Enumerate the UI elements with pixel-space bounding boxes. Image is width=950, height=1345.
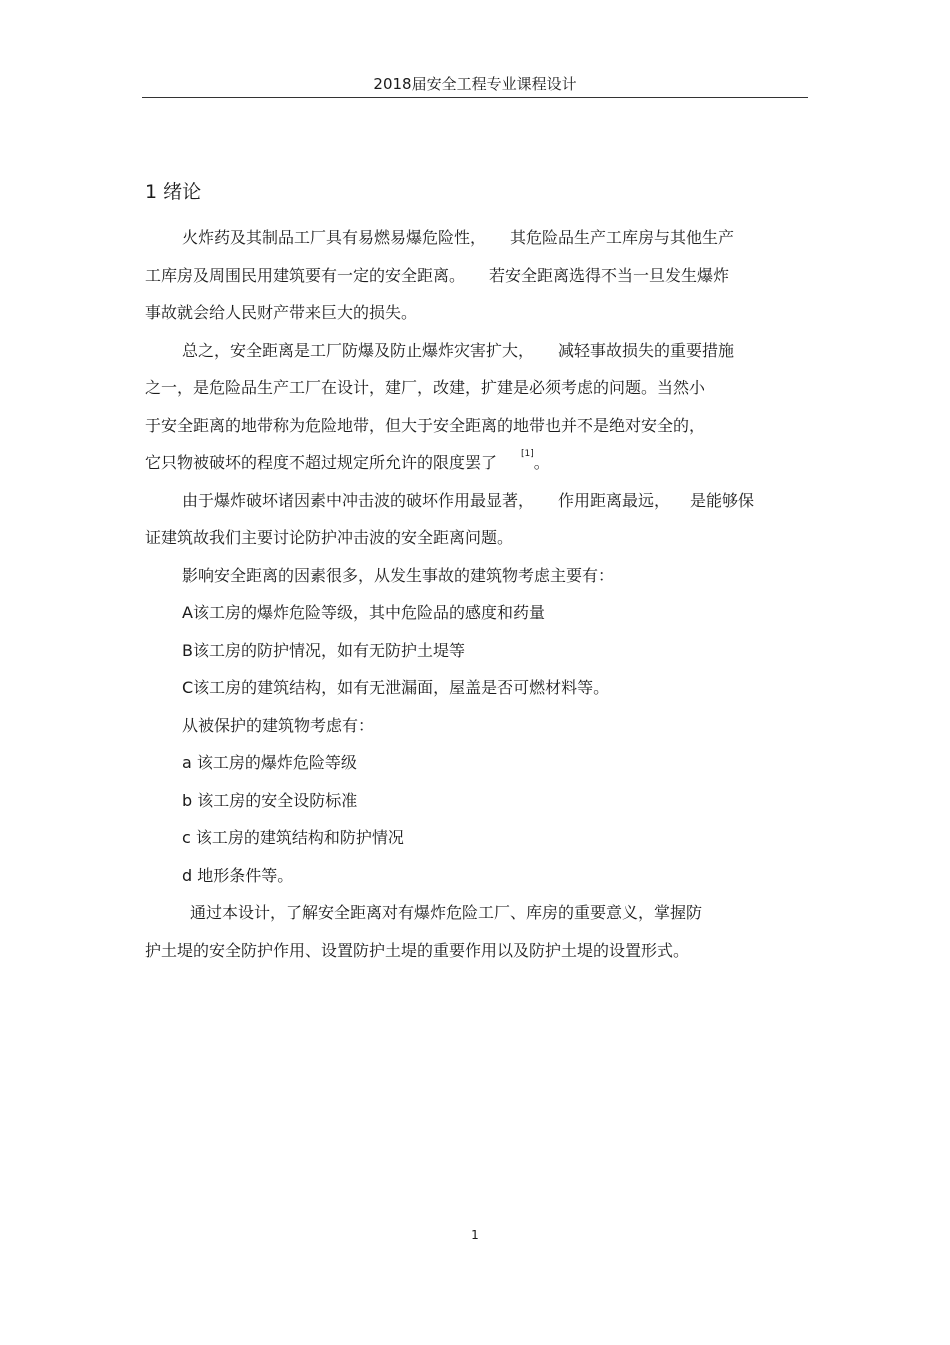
paragraph-line (145, 707, 810, 745)
text-span: a 该工房的爆炸危险等级 (182, 753, 357, 772)
header-divider (142, 97, 808, 98)
text-span: 工库房及周围民用建筑要有一定的安全距离。 (145, 265, 466, 285)
page-number: 1 (471, 1228, 479, 1242)
text-span: 是能够保 (690, 490, 755, 510)
text-span: 。 (533, 453, 550, 472)
paragraph-line (145, 332, 810, 370)
list-item (145, 744, 810, 782)
text-span: B该工房的防护情况，如有无防护土堤等 (182, 640, 465, 660)
paragraph-line (145, 369, 810, 407)
text-span: 事故就会给人民财产带来巨大的损失。 (145, 303, 418, 322)
paragraph-line (145, 482, 810, 520)
list-item (145, 819, 810, 857)
text-span: 通过本设计，了解安全距离对有爆炸危险工厂、库房的重要意义，掌握防 (190, 903, 703, 922)
text-span: 于安全距离的地带称为危险地带，但大于安全距离的地带也并不是绝对安全的， (145, 415, 706, 435)
page-header (142, 70, 808, 98)
paragraph-line (145, 444, 810, 482)
text-span: C该工房的建筑结构，如有无泄漏面，屋盖是否可燃材料等。 (182, 678, 610, 697)
paragraph-line (145, 294, 810, 332)
list-item (145, 632, 810, 670)
text-span: 证建筑故我们主要讨论防护冲击波的安全距离问题。 (145, 528, 514, 547)
text-span: A该工房的爆炸危险等级，其中危险品的感度和药量 (182, 603, 545, 622)
list-item (145, 594, 810, 632)
text-span: d 地形条件等。 (182, 865, 294, 885)
text-span: 护土堤的安全防护作用、设置防护土堤的重要作用以及防护土堤的设置形式。 (145, 940, 690, 960)
paragraph-line (145, 257, 810, 295)
paragraph-line (145, 519, 810, 557)
text-span: 影响安全距离的因素很多，从发生事故的建筑物考虑主要有： (182, 565, 615, 585)
section-title: 1 绪论 (145, 181, 202, 203)
paragraph-line (145, 557, 810, 595)
document-body (145, 219, 810, 969)
text-span: b 该工房的安全设防标准 (182, 790, 358, 810)
text-span: 其危险品生产工库房与其他生产 (510, 228, 735, 247)
text-span: 火炸药及其制品工厂具有易燃易爆危险性， (182, 228, 487, 247)
list-item (145, 669, 810, 707)
list-item (145, 857, 810, 895)
paragraph-line (145, 407, 810, 445)
text-span: 它只物被破坏的程度不超过规定所允许的限度罢了 (145, 453, 498, 472)
text-span: 由于爆炸破坏诸因素中冲击波的破坏作用最显著， (182, 490, 535, 510)
header-title: 2018届安全工程专业课程设计 (373, 75, 577, 93)
text-span: 减轻事故损失的重要措施 (558, 340, 735, 360)
list-item (145, 782, 810, 820)
paragraph-line (145, 894, 810, 932)
paragraph-line (145, 932, 810, 970)
text-span: 从被保护的建筑物考虑有： (182, 715, 375, 735)
paragraph-line (145, 219, 810, 257)
text-span: 作用距离最远， (558, 490, 671, 510)
text-span: 之一，是危险品生产工厂在设计，建厂，改建，扩建是必须考虑的问题。当然小 (145, 378, 706, 397)
text-span: 总之，安全距离是工厂防爆及防止爆炸灾害扩大， (182, 340, 535, 360)
citation-reference: [1] (521, 449, 534, 459)
text-span: 若安全距离选得不当一旦发生爆炸 (489, 265, 730, 285)
text-span: c 该工房的建筑结构和防护情况 (182, 828, 404, 847)
